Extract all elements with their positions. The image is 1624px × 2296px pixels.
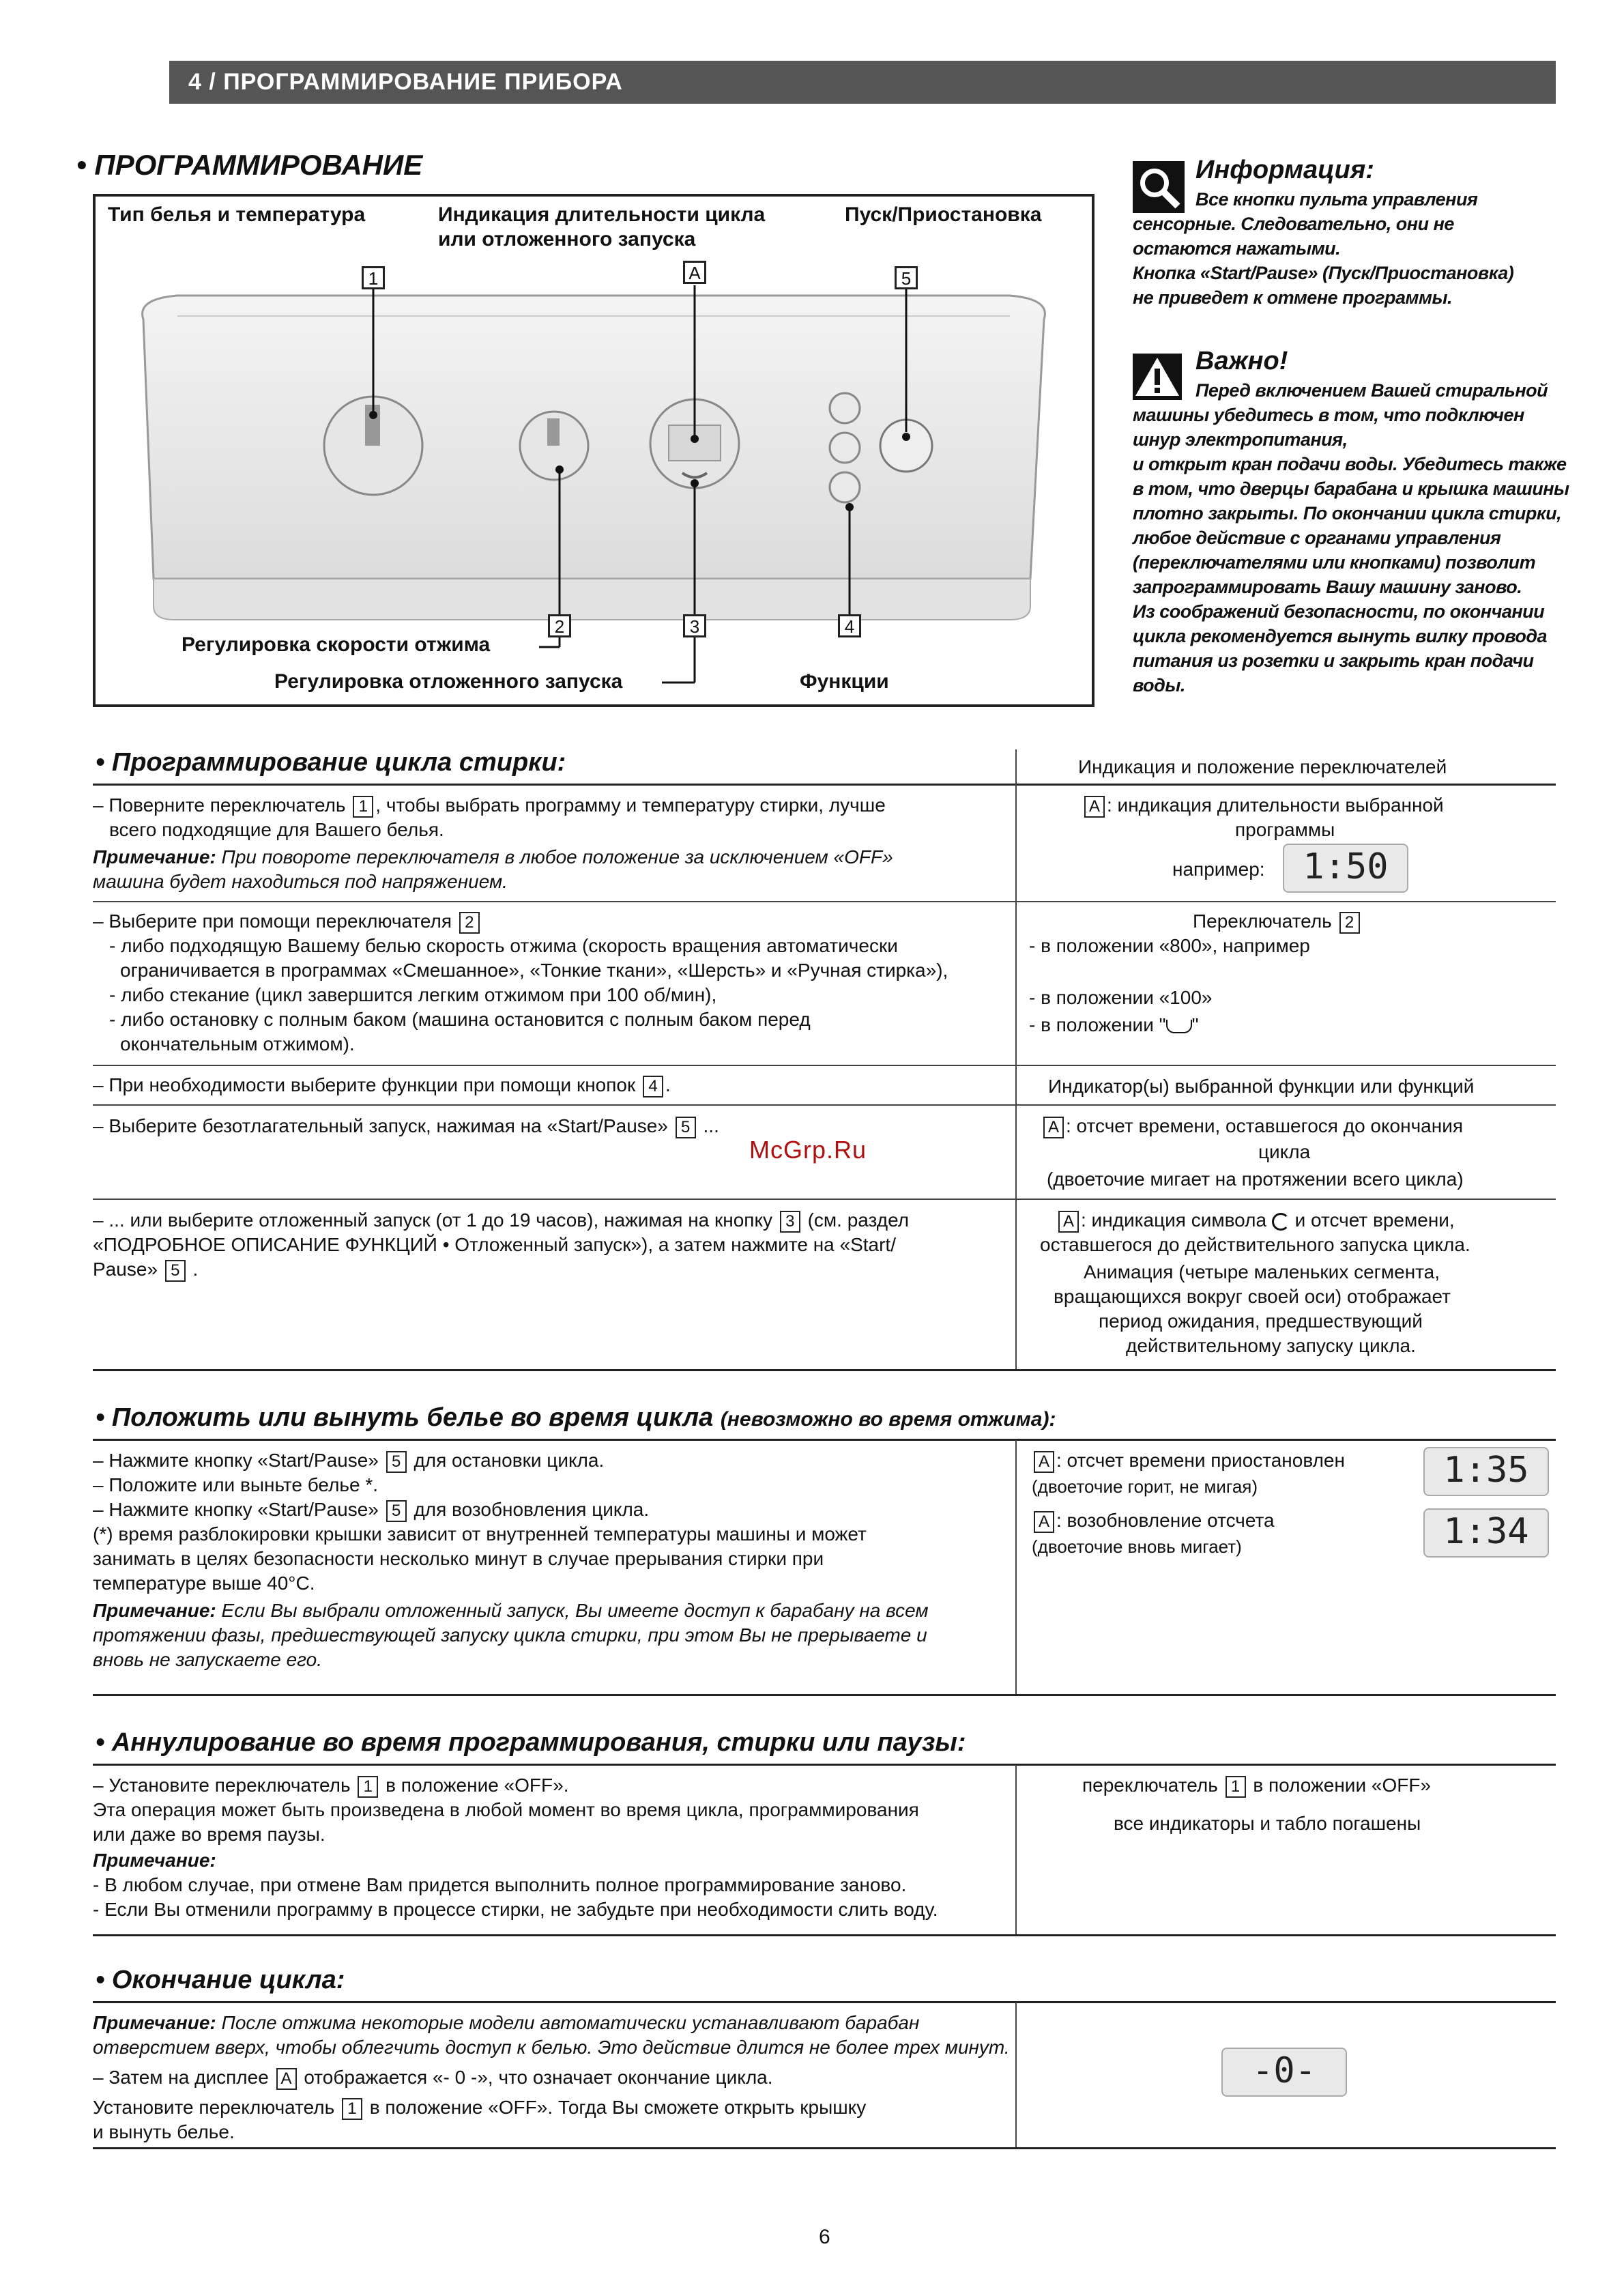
wash-r2-line6: окончательным отжимом). bbox=[120, 1033, 355, 1054]
info-line-2: сенсорные. Следовательно, они не bbox=[1133, 214, 1454, 234]
ref-box-A3: A bbox=[1058, 1211, 1079, 1233]
end-section-title: • Окончание цикла: bbox=[96, 1966, 345, 1994]
function-button-2[interactable] bbox=[830, 433, 860, 463]
programming-title: • ПРОГРАММИРОВАНИЕ bbox=[76, 149, 423, 181]
cancel-right-1: переключатель 1 в положении «OFF» bbox=[1082, 1773, 1431, 1798]
wash-r1-note: Примечание: При повороте переключателя в любое положение за исключением «OFF» bbox=[93, 846, 893, 867]
info-line-1: Все кнопки пульта управления bbox=[1195, 189, 1478, 210]
warning-line-5: в том, что дверцы барабана и крышка машины bbox=[1133, 478, 1569, 499]
end-note-1: Примечание: После отжима некоторые модели автоматически устанавливают барабан bbox=[93, 2012, 920, 2033]
wash-r5-right-2: оставшегося до действительного запуска цикла. bbox=[1040, 1234, 1470, 1255]
marker-5: 5 bbox=[895, 266, 918, 289]
load-right-1: A : отсчет времени приостановлен bbox=[1032, 1448, 1345, 1473]
info-line-3: остаются нажатыми. bbox=[1133, 238, 1341, 259]
wash-r2-right-1: Переключатель 2 bbox=[1193, 909, 1362, 934]
label-start-pause: Пуск/Приостановка bbox=[845, 203, 1042, 226]
watermark: McGrp.Ru bbox=[749, 1136, 867, 1164]
info-title: Информация: bbox=[1195, 156, 1374, 184]
load-note-3: вновь не запускаете его. bbox=[93, 1649, 322, 1670]
wash-section-title: • Программирование цикла стирки: bbox=[96, 748, 566, 777]
ref-box-5b: 5 bbox=[165, 1260, 186, 1282]
label-duration-2: или отложенного запуска bbox=[438, 228, 696, 250]
load-line2: – Положите или выньте белье *. bbox=[93, 1474, 379, 1495]
label-spin-speed: Регулировка скорости отжима bbox=[182, 633, 491, 656]
lcd-paused: 1:35 bbox=[1423, 1447, 1549, 1496]
end-note-2: отверстием вверх, чтобы облегчить доступ к белью. Это действие длится не более трех минут. bbox=[93, 2037, 1010, 2058]
label-delay-start: Регулировка отложенного запуска bbox=[274, 670, 623, 693]
wash-r1-right-2: программы bbox=[1235, 819, 1335, 840]
magnifier-icon bbox=[1133, 161, 1185, 213]
washer-panel-drawing bbox=[96, 197, 1092, 704]
wash-r4-line1: – Выберите безотлагательный запуск, нажимая на «Start/Pause» 5 ... bbox=[93, 1114, 719, 1138]
warning-title: Важно! bbox=[1195, 347, 1288, 375]
wash-r2-right-4: - в положении " " bbox=[1029, 1014, 1199, 1035]
wash-r1-right-3: например: bbox=[1172, 859, 1265, 880]
wash-r2-line2: - либо подходящую Вашему белью скорость отжима (скорость вращения автоматически bbox=[109, 935, 898, 956]
wash-r5-right-6: действительному запуску цикла. bbox=[1126, 1335, 1416, 1356]
wash-r2-right-2: - в положении «800», например bbox=[1029, 935, 1310, 956]
wash-r5-line2: «ПОДРОБНОЕ ОПИСАНИЕ ФУНКЦИЙ • Отложенный запуск»), а затем нажмите на «Start/ bbox=[93, 1234, 896, 1255]
ref-box-4: 4 bbox=[643, 1076, 663, 1097]
load-line4: (*) время разблокировки крышки зависит от внутренней температуры машины и может bbox=[93, 1523, 867, 1545]
lcd-resumed: 1:34 bbox=[1423, 1508, 1549, 1558]
ref-box-3: 3 bbox=[780, 1211, 800, 1233]
wash-r2-line1: – Выберите при помощи переключателя 2 bbox=[93, 909, 482, 934]
load-right-4: (двоеточие вновь мигает) bbox=[1032, 1536, 1242, 1557]
wash-r2-line4: - либо стекание (цикл завершится легким отжимом при 100 об/мин), bbox=[109, 984, 717, 1005]
ref-box-A5: A bbox=[1034, 1511, 1054, 1533]
label-fabric-temp: Тип белья и температура bbox=[108, 203, 366, 226]
section-header: 4 / ПРОГРАММИРОВАНИЕ ПРИБОРА bbox=[169, 61, 1556, 104]
wash-r5-line3: Pause» 5 . bbox=[93, 1257, 198, 1282]
warning-line-13: воды. bbox=[1133, 675, 1185, 695]
ref-box-5d: 5 bbox=[386, 1500, 407, 1522]
warning-line-4: и открыт кран подачи воды. Убедитесь также bbox=[1133, 454, 1567, 474]
lcd-duration: 1:50 bbox=[1283, 844, 1408, 893]
warning-line-8: (переключателями или кнопками) позволит bbox=[1133, 552, 1536, 573]
ref-box-5: 5 bbox=[676, 1117, 696, 1138]
wash-r2-line3: ограничивается в программах «Смешанное», «Тонкие ткани», «Шерсть» и «Ручная стирка»), bbox=[120, 960, 948, 981]
cancel-line1: – Установите переключатель 1 в положение «OFF». bbox=[93, 1773, 568, 1798]
ref-box-5c: 5 bbox=[386, 1451, 407, 1473]
tub-icon bbox=[1166, 1020, 1192, 1033]
label-duration-1: Индикация длительности цикла bbox=[438, 203, 766, 226]
wash-r4-right-2: цикла bbox=[1258, 1141, 1311, 1162]
cancel-note-label: Примечание: bbox=[93, 1850, 216, 1871]
warning-line-7: любое действие с органами управления bbox=[1133, 528, 1501, 548]
load-note-2: протяжении фазы, предшествующей запуску цикла стирки, при этом Вы не прерываете и bbox=[93, 1624, 927, 1646]
marker-3: 3 bbox=[683, 614, 706, 637]
wash-r3-right: Индикатор(ы) выбранной функции или функций bbox=[1048, 1076, 1475, 1097]
wash-col-header: Индикация и положение переключателей bbox=[1078, 756, 1447, 777]
wash-r5-right-1: A : индикация символа и отсчет времени, bbox=[1056, 1208, 1455, 1233]
wash-r5-right-3: Анимация (четыре маленьких сегмента, bbox=[1084, 1261, 1440, 1282]
marker-1: 1 bbox=[362, 266, 385, 289]
end-line1: – Затем на дисплее A отображается «- 0 -», что означает окончание цикла. bbox=[93, 2065, 773, 2090]
end-line2: Установите переключатель 1 в положение «OFF». Тогда Вы сможете открыть крышку bbox=[93, 2095, 866, 2120]
wash-r3-line1: – При необходимости выберите функции при помощи кнопок 4 . bbox=[93, 1073, 671, 1097]
info-line-4: Кнопка «Start/Pause» (Пуск/Приостановка) bbox=[1133, 263, 1514, 283]
info-line-5: не приведет к отмене программы. bbox=[1133, 287, 1453, 308]
cancel-right-2: все индикаторы и табло погашены bbox=[1114, 1813, 1421, 1834]
warning-line-6: плотно закрыты. По окончании цикла стирки, bbox=[1133, 503, 1562, 523]
label-functions: Функции bbox=[800, 670, 889, 693]
marker-2: 2 bbox=[548, 614, 571, 637]
load-right-2: (двоеточие горит, не мигая) bbox=[1032, 1476, 1258, 1497]
wash-r4-right-3: (двоеточие мигает на протяжении всего цикла) bbox=[1047, 1168, 1464, 1190]
wash-r5-right-5: период ожидания, предшествующий bbox=[1099, 1310, 1423, 1332]
wash-r2-right-3: - в положении «100» bbox=[1029, 987, 1213, 1008]
warning-line-10: Из соображений безопасности, по окончании bbox=[1133, 601, 1545, 622]
marker-A: A bbox=[683, 261, 706, 284]
ref-box-A2: A bbox=[1043, 1117, 1064, 1138]
page-number: 6 bbox=[819, 2226, 830, 2248]
ref-box-1: 1 bbox=[353, 796, 373, 818]
ref-box-A4: A bbox=[1034, 1451, 1054, 1473]
warning-line-1: Перед включением Вашей стиральной bbox=[1195, 380, 1548, 401]
load-line3: – Нажмите кнопку «Start/Pause» 5 для возобновления цикла. bbox=[93, 1497, 649, 1522]
wash-r4-right-1: A : отсчет времени, оставшегося до окончания bbox=[1041, 1114, 1463, 1138]
load-right-3: A : возобновление отсчета bbox=[1032, 1508, 1275, 1533]
wash-r1-right-1: A : индикация длительности выбранной bbox=[1082, 793, 1444, 818]
wash-r2-line5: - либо остановку с полным баком (машина остановится с полным баком перед bbox=[109, 1009, 811, 1030]
cancel-line2: Эта операция может быть произведена в любой момент во время цикла, программирования bbox=[93, 1799, 919, 1820]
warning-line-11: цикла рекомендуется вынуть вилку провода bbox=[1133, 626, 1548, 646]
wash-r5-right-4: вращающихся вокруг своей оси) отображает bbox=[1054, 1286, 1451, 1307]
function-button-1[interactable] bbox=[830, 393, 860, 423]
load-line5: занимать в целях безопасности несколько минут в случае прерывания стирки при bbox=[93, 1548, 824, 1569]
cancel-section-title: • Аннулирование во время программирования, стирки или паузы: bbox=[96, 1728, 966, 1757]
warning-line-9: запрограммировать Вашу машину заново. bbox=[1133, 577, 1522, 597]
delay-clock-icon bbox=[1272, 1213, 1290, 1231]
warning-line-2: машины убедитесь в том, что подключен bbox=[1133, 405, 1524, 425]
load-line1: – Нажмите кнопку «Start/Pause» 5 для остановки цикла. bbox=[93, 1448, 604, 1473]
ref-box-1c: 1 bbox=[1226, 1776, 1246, 1798]
load-section-title: • Положить или вынуть белье во время цикла (невозможно во время отжима): bbox=[96, 1403, 1056, 1432]
end-line3: и вынуть белье. bbox=[93, 2121, 235, 2142]
cancel-line3: или даже во время паузы. bbox=[93, 1824, 325, 1845]
wash-r5-line1: – ... или выберите отложенный запуск (от 1 до 19 часов), нажимая на кнопку 3 (см. раздел bbox=[93, 1208, 909, 1233]
ref-box-2b: 2 bbox=[1339, 912, 1360, 934]
warning-line-12: питания из розетки и закрыть кран подачи bbox=[1133, 650, 1534, 671]
ref-box-1d: 1 bbox=[342, 2098, 362, 2120]
wash-r1-note-2: машина будет находиться под напряжением. bbox=[93, 871, 508, 892]
lcd-end: -0- bbox=[1221, 2048, 1347, 2097]
function-button-3[interactable] bbox=[830, 472, 860, 502]
ref-box-A: A bbox=[1084, 796, 1105, 818]
ref-box-A6: A bbox=[276, 2068, 297, 2090]
load-note-1: Примечание: Если Вы выбрали отложенный запуск, Вы имеете доступ к барабану на всем bbox=[93, 1600, 929, 1621]
ref-box-2: 2 bbox=[459, 912, 480, 934]
warning-icon bbox=[1133, 354, 1182, 400]
cancel-line5: - Если Вы отменили программу в процессе стирки, не забудьте при необходимости слить воду. bbox=[93, 1899, 938, 1920]
control-panel-diagram bbox=[93, 194, 1094, 707]
wash-r1-line1: – Поверните переключатель 1 , чтобы выбрать программу и температуру стирки, лучше bbox=[93, 793, 886, 818]
wash-r1-line2: всего подходящие для Вашего белья. bbox=[109, 819, 444, 840]
warning-line-3: шнур электропитания, bbox=[1133, 429, 1348, 450]
cancel-line4: - В любом случае, при отмене Вам придется выполнить полное программирование заново. bbox=[93, 1874, 907, 1895]
ref-box-1b: 1 bbox=[358, 1776, 378, 1798]
load-line6: температуре выше 40°С. bbox=[93, 1573, 315, 1594]
marker-4: 4 bbox=[838, 614, 861, 637]
